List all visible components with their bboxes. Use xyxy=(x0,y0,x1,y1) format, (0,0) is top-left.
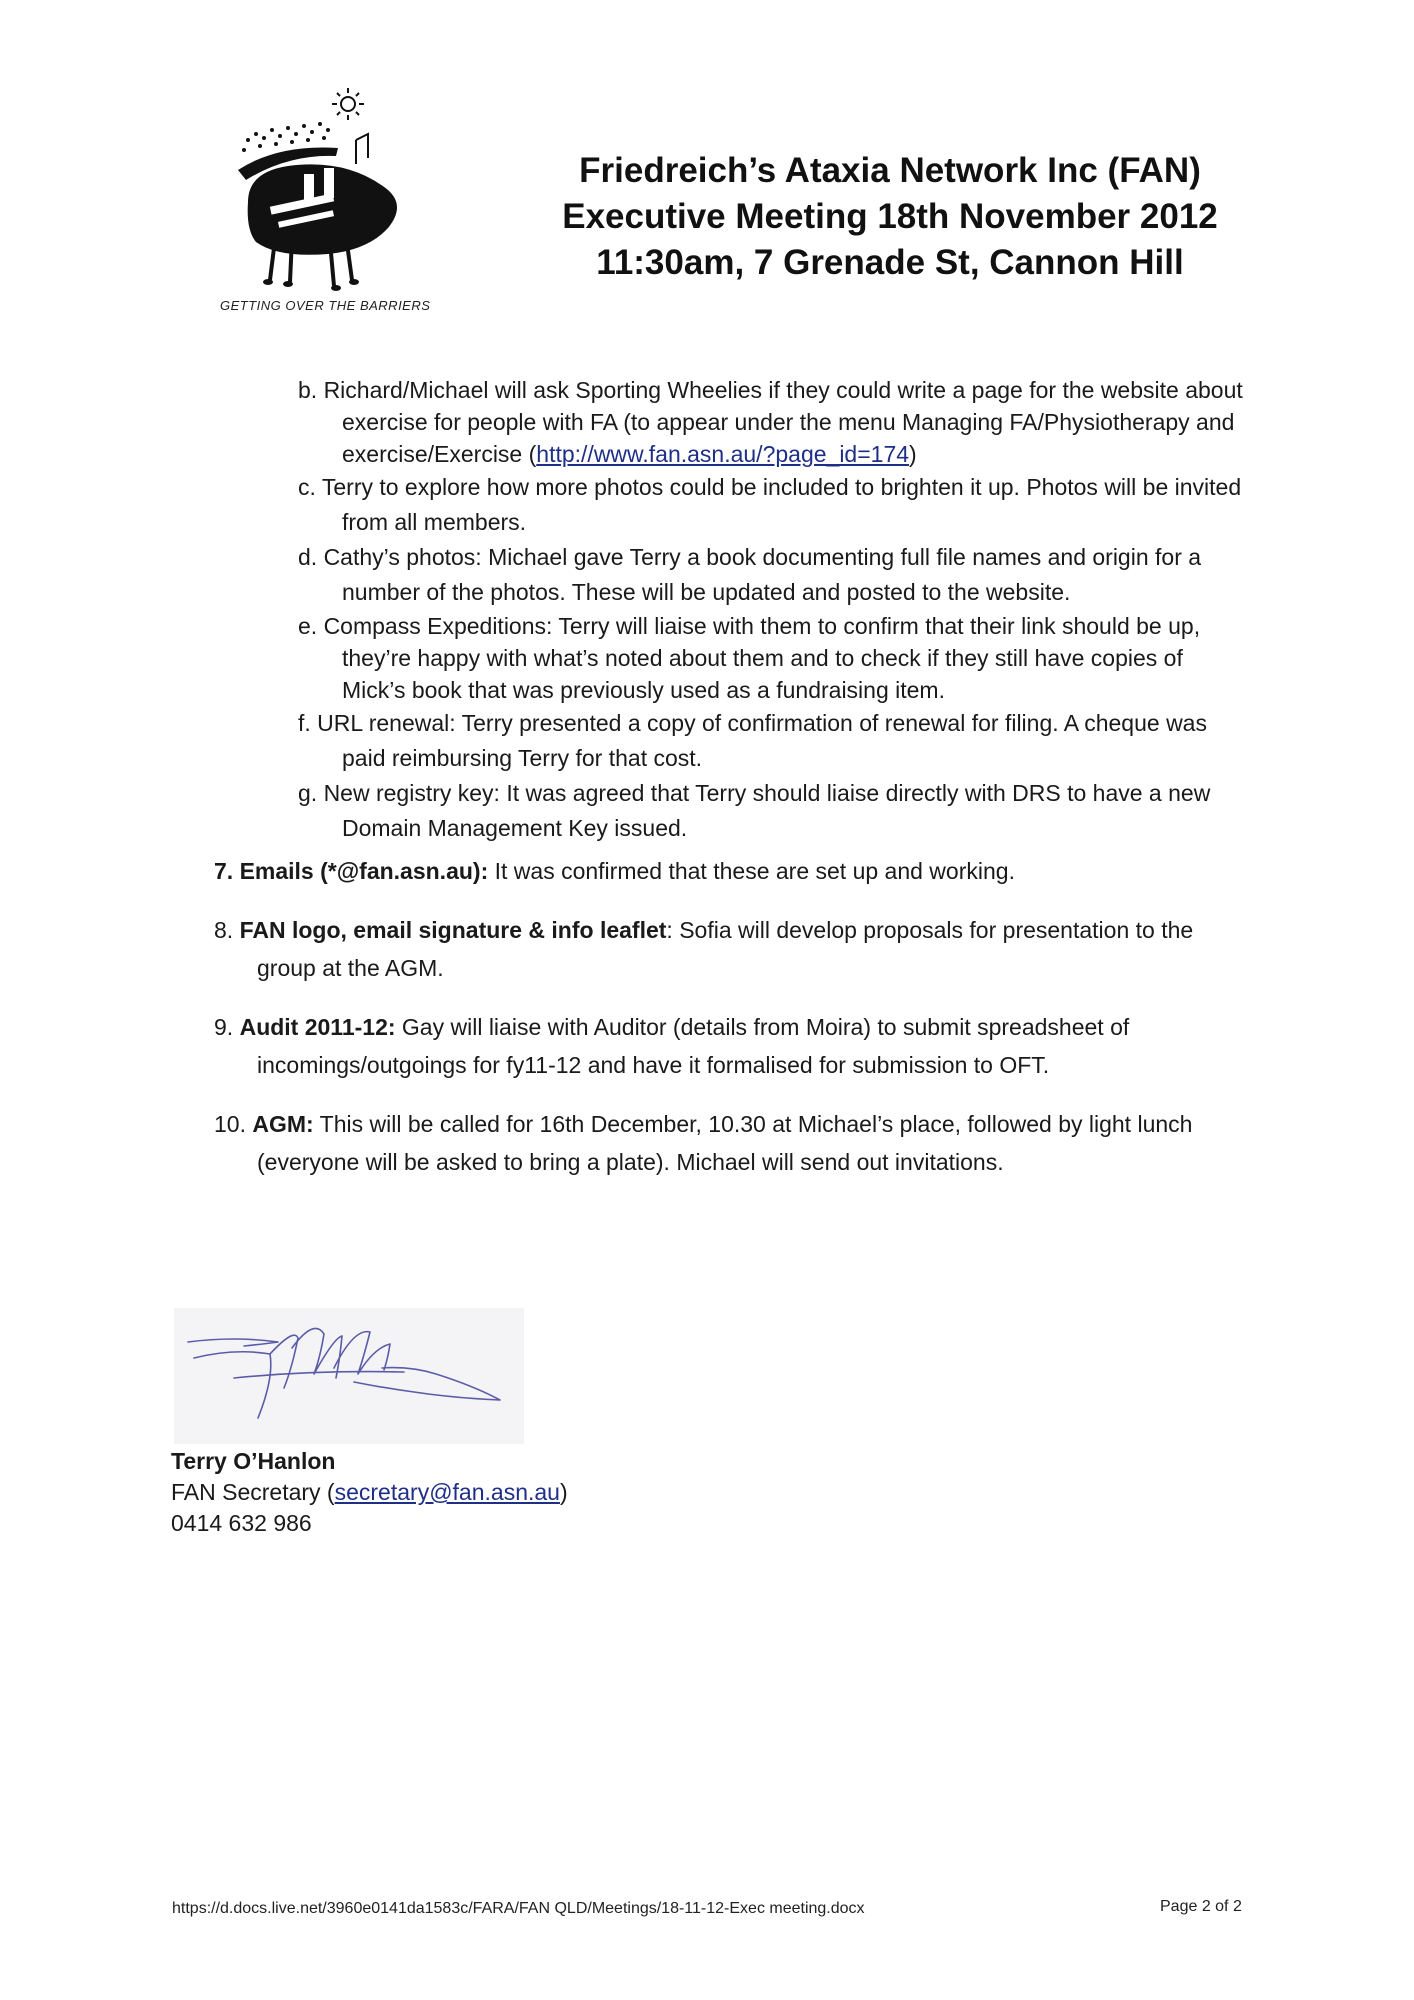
signatory-role-suffix: ) xyxy=(559,1479,568,1505)
secretary-email-link[interactable]: secretary@fan.asn.au xyxy=(334,1479,560,1505)
agenda-item-7-text: It was confirmed that these are set up and working. xyxy=(488,858,1015,884)
subitem-e: e. Compass Expeditions: Terry will liaise with them to confirm that their link should be up, they’re happy with what’s noted about them and to check if they still have copies of Mick’s book that was previously used as a fundraising item. xyxy=(298,613,1201,703)
agenda-item-7-label: 7. Emails (*@fan.asn.au): xyxy=(214,858,489,884)
document-title xyxy=(560,148,1220,286)
fan-logo xyxy=(218,82,418,322)
agenda-item-9 xyxy=(214,1008,1254,1084)
agenda-item-10-text: This will be called for 16th December, 10.30 at Michael’s place, followed by light lunch (everyone will be asked to bring a plate). Michael will send out invitations. xyxy=(257,1111,1193,1175)
subitem-c: c. Terry to explore how more photos could be included to brighten it up. Photos will be invited from all members. xyxy=(298,474,1242,535)
footer-file-path: https://d.docs.live.net/3960e0141da1583c/FARA/FAN QLD/Meetings/18-11-12-Exec meeting.docx xyxy=(172,1900,865,1917)
subitem-d: d. Cathy’s photos: Michael gave Terry a book documenting full file names and origin for a number of the photos. These will be updated and posted to the website. xyxy=(298,544,1202,605)
agenda-item-8-text: : Sofia will develop proposals for presentation to the group at the AGM. xyxy=(257,917,1194,981)
signatory-name: Terry O’Hanlon xyxy=(171,1448,336,1474)
logo-graphic xyxy=(218,82,418,302)
subitem-b-close: ) xyxy=(909,441,917,467)
logo-tagline: GETTING OVER THE BARRIERS xyxy=(220,298,431,313)
agenda-item-8 xyxy=(214,911,1254,987)
agenda-item-9-label: Audit 2011-12: xyxy=(239,1014,396,1040)
subitem-g: g. New registry key: It was agreed that Terry should liaise directly with DRS to have a new Domain Management Key issued. xyxy=(298,780,1211,841)
subitem-b-text: b. Richard/Michael will ask Sporting Wheelies if they could write a page for the website about exercise for people with FA (to appear under the menu Managing FA/Physiotherapy and exercise/Exercise ( xyxy=(298,377,1243,467)
agenda-item-9-text: Gay will liaise with Auditor (details from Moira) to submit spreadsheet of incomings/outgoings for fy11-12 and have it formalised for submission to OFT. xyxy=(257,1014,1130,1078)
title-meeting: Executive Meeting 18th November 2012 xyxy=(562,197,1218,236)
signature-graphic xyxy=(174,1308,524,1444)
title-organization: Friedreich’s Ataxia Network Inc (FAN) xyxy=(579,151,1201,190)
signatory-role xyxy=(171,1477,568,1508)
title-location: 11:30am, 7 Grenade St, Cannon Hill xyxy=(596,243,1184,282)
subitem-f: f. URL renewal: Terry presented a copy of confirmation of renewal for filing. A cheque was paid reimbursing Terry for that cost. xyxy=(298,710,1207,771)
website-subitems xyxy=(298,374,1248,846)
signature-block xyxy=(171,1446,568,1539)
agenda-item-8-label: FAN logo, email signature & info leaflet xyxy=(239,917,667,943)
agenda-item-10-number: 10. xyxy=(214,1111,253,1137)
agenda-item-7 xyxy=(214,852,1254,890)
agenda-item-10-label: AGM: xyxy=(252,1111,314,1137)
signatory-role-prefix: FAN Secretary ( xyxy=(171,1479,335,1505)
agenda-items xyxy=(214,852,1254,1202)
agenda-item-8-number: 8. xyxy=(214,917,240,943)
agenda-item-10 xyxy=(214,1105,1254,1181)
handwritten-signature xyxy=(174,1308,524,1444)
footer-page-number: Page 2 of 2 xyxy=(1160,1898,1242,1915)
signatory-phone: 0414 632 986 xyxy=(171,1510,312,1536)
agenda-item-9-number: 9. xyxy=(214,1014,240,1040)
subitem-b xyxy=(298,374,1248,470)
website-exercise-link[interactable]: http://www.fan.asn.au/?page_id=174 xyxy=(536,441,910,467)
